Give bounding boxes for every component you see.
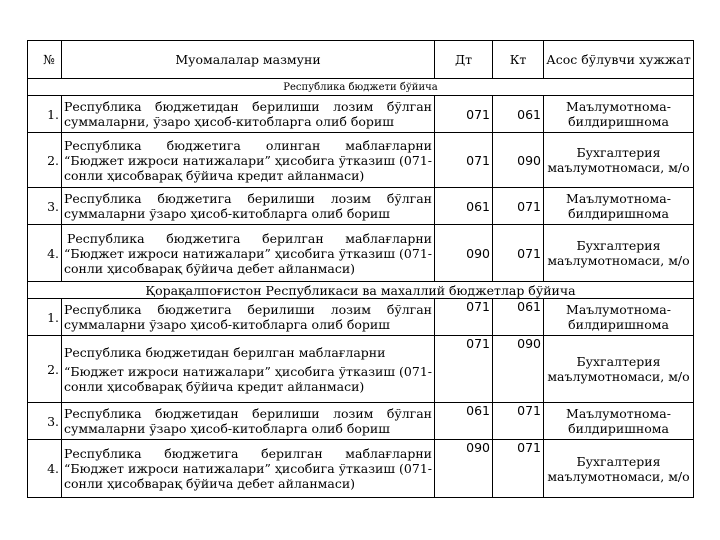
row-debit: 071 — [435, 96, 493, 133]
row-number: 2. — [28, 133, 62, 188]
accounting-entries-table — [27, 40, 694, 498]
row-debit: 090 — [435, 440, 493, 498]
row-number: 4. — [28, 440, 62, 498]
row-debit: 071 — [435, 299, 493, 336]
table-row — [28, 96, 694, 133]
row-number: 2. — [28, 336, 62, 403]
row-document: Маълумотнома-билдиришнома — [544, 403, 694, 440]
row-description: Республика бюджетига олинган маблағларни “Бюджет ижроси натижалари” ҳисобига ўтказиш (071-сонли ҳисобварақ бўйича кредит айланмаси) — [62, 133, 435, 188]
row-credit: 090 — [493, 336, 544, 403]
row-document: Бухгалтерия маълумотномаси, м/о — [544, 336, 694, 403]
row-credit: 071 — [493, 440, 544, 498]
row-number: 4. — [28, 225, 62, 282]
row-description: Республика бюджетидан берилиши лозим бўлган суммаларни ўзаро ҳисоб-китобларга олиб бориш — [62, 403, 435, 440]
row-document: Маълумотнома-билдиришнома — [544, 96, 694, 133]
row-credit: 090 — [493, 133, 544, 188]
row-number: 1. — [28, 299, 62, 336]
row-description-continued: “Бюджет ижроси натижалари” ҳисобига ўтказиш (071-сонли ҳисобварақ бўйича кредит айланмаси) — [64, 363, 432, 394]
row-credit: 071 — [493, 403, 544, 440]
row-credit: 071 — [493, 188, 544, 225]
row-document: Бухгалтерия маълумотномаси, м/о — [544, 440, 694, 498]
section-title-republic: Республика бюджети бўйича — [28, 79, 694, 96]
header-operations: Муомалалар мазмуни — [62, 41, 435, 79]
row-description: Республика бюджетидан берилиши лозим бўлган суммаларни, ўзаро ҳисоб-китобларга олиб бориш — [62, 96, 435, 133]
row-description: Республика бюджетидан берилган маблағларни — [64, 344, 386, 360]
row-credit: 061 — [493, 96, 544, 133]
row-document: Бухгалтерия маълумотномаси, м/о — [544, 133, 694, 188]
row-description: Республика бюджетига берилган маблағларни “Бюджет ижроси натижалари” ҳисобига ўтказиш (071-сонли ҳисобварақ бўйича дебет айланмаси) — [62, 440, 435, 498]
row-document: Маълумотнома-билдиришнома — [544, 299, 694, 336]
row-credit: 061 — [493, 299, 544, 336]
row-debit: 090 — [435, 225, 493, 282]
row-debit: 061 — [435, 188, 493, 225]
header-number: № — [28, 41, 62, 79]
table-header-row — [28, 41, 694, 79]
row-number: 3. — [28, 403, 62, 440]
row-credit: 071 — [493, 225, 544, 282]
table-row — [28, 225, 694, 282]
header-basis-document: Асос бўлувчи хужжат — [544, 41, 694, 79]
row-description-cell — [62, 336, 435, 403]
section-title-karakalpakstan: Қорақалпоғистон Республикаси ва махаллий бюджетлар бўйича — [28, 282, 694, 299]
row-description-cell — [62, 225, 435, 282]
row-debit: 071 — [435, 336, 493, 403]
header-credit: Кт — [493, 41, 544, 79]
row-document: Бухгалтерия маълумотномаси, м/о — [544, 225, 694, 282]
section-row — [28, 282, 694, 299]
row-description: Республика бюджетига берилиши лозим бўлган суммаларни ўзаро ҳисоб-китобларга олиб бориш — [62, 188, 435, 225]
section-row — [28, 79, 694, 96]
table-row — [28, 188, 694, 225]
row-debit: 061 — [435, 403, 493, 440]
row-number: 1. — [28, 96, 62, 133]
row-description: Республика бюджетига берилган маблағларни “Бюджет ижроси натижалари” ҳисобига ўтказиш (071-сонли ҳисобварақ бўйича дебет айланмаси) — [64, 230, 432, 276]
table-row — [28, 440, 694, 498]
row-debit: 071 — [435, 133, 493, 188]
table-row — [28, 403, 694, 440]
table-row — [28, 299, 694, 336]
table-row — [28, 336, 694, 403]
header-debit: Дт — [435, 41, 493, 79]
row-document: Маълумотнома-билдиришнома — [544, 188, 694, 225]
row-description: Республика бюджетига берилиши лозим бўлган суммаларни ўзаро ҳисоб-китобларга олиб бориш — [62, 299, 435, 336]
table-row — [28, 133, 694, 188]
row-number: 3. — [28, 188, 62, 225]
